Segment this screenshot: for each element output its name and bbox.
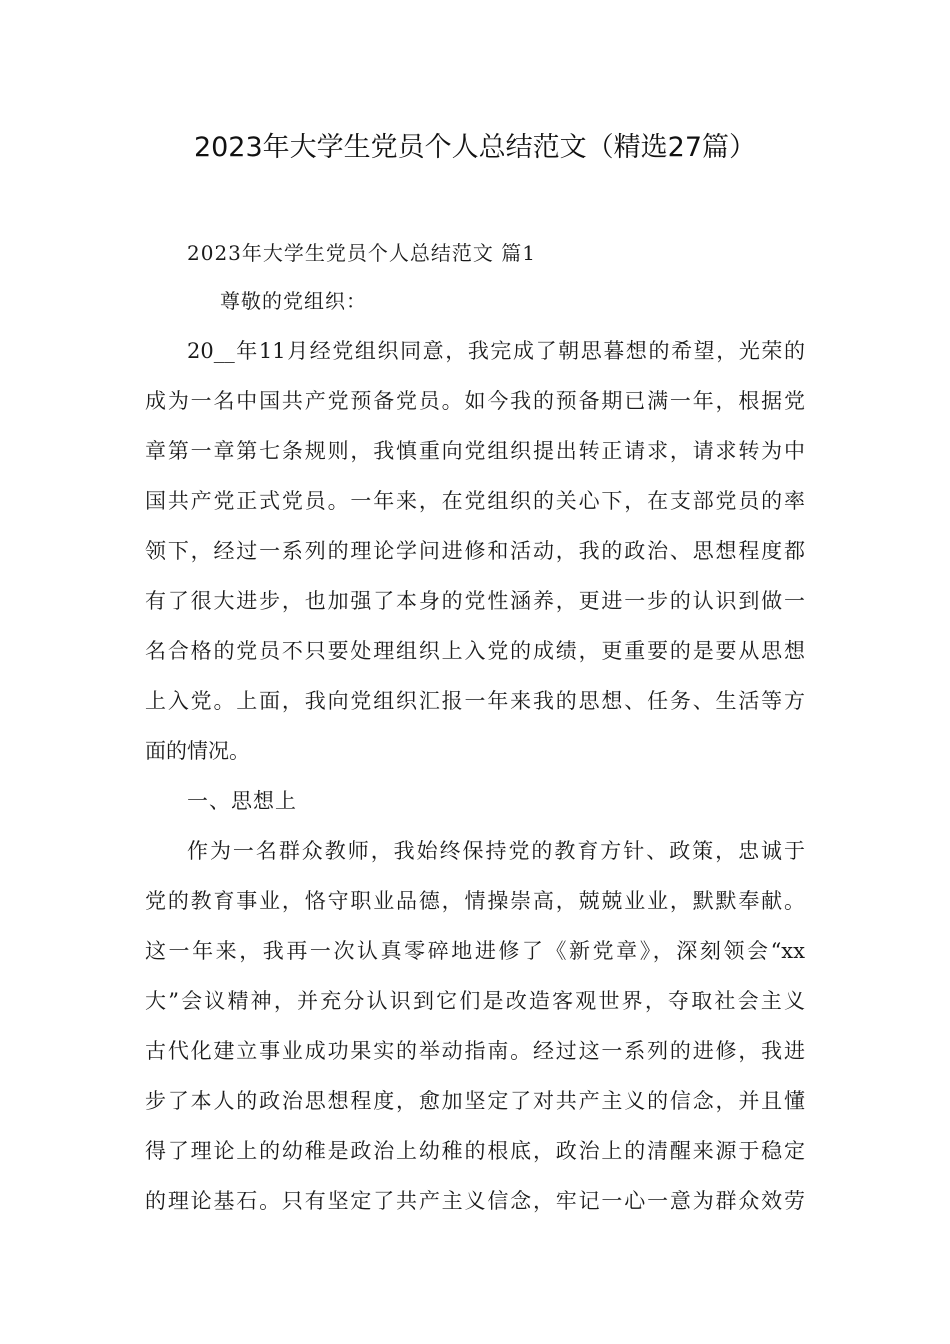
paragraph1-line: 国共产党正式党员。一年来，在党组织的关心下，在支部党员的率 — [145, 489, 805, 513]
paragraph1-line: 成为一名中国共产党预备党员。如今我的预备期已满一年，根据党 — [145, 389, 805, 413]
paragraph1-line: 名合格的党员不只要处理组织上入党的成绩，更重要的是要从思想 — [145, 639, 805, 663]
paragraph2-line: 古代化建立事业成功果实的举动指南。经过这一系列的进修，我进 — [145, 1039, 805, 1063]
paragraph2-line: 作为一名群众教师，我始终保持党的教育方针、政策，忠诚于 — [187, 839, 805, 863]
document-title: 2023年大学生党员个人总结范文（精选27篇） — [193, 132, 757, 163]
paragraph2-line: 这一年来，我再一次认真零碎地进修了《新党章》，深刻领会“xx — [145, 939, 805, 963]
section-heading: 2023年大学生党员个人总结范文 篇1 — [187, 241, 536, 265]
paragraph2-line: 大”会议精神，并充分认识到它们是改造客观世界，夺取社会主义 — [145, 989, 805, 1013]
paragraph2-line: 得了理论上的幼稚是政治上幼稚的根底，政治上的清醒来源于稳定 — [145, 1139, 805, 1163]
paragraph1-line: 有了很大进步，也加强了本身的党性涵养，更进一步的认识到做一 — [145, 589, 805, 613]
paragraph2-line: 步了本人的政治思想程度，愈加坚定了对共产主义的信念，并且懂 — [145, 1089, 805, 1113]
heading-thought: 一、思想上 — [187, 789, 297, 813]
paragraph2-line: 党的教育事业，恪守职业品德，情操崇高，兢兢业业，默默奉献。 — [145, 889, 805, 913]
paragraph1-line: 20__年11月经党组织同意，我完成了朝思暮想的希望，光荣的 — [187, 339, 805, 363]
paragraph1-line: 面的情况。 — [145, 739, 250, 763]
paragraph1-line: 上入党。上面，我向党组织汇报一年来我的思想、任务、生活等方 — [145, 689, 805, 713]
paragraph2-line: 的理论基石。只有坚定了共产主义信念，牢记一心一意为群众效劳 — [145, 1189, 805, 1213]
paragraph1-line: 章第一章第七条规则，我慎重向党组织提出转正请求，请求转为中 — [145, 439, 805, 463]
salutation: 尊敬的党组织： — [220, 289, 367, 313]
paragraph1-line: 领下，经过一系列的理论学问进修和活动，我的政治、思想程度都 — [145, 539, 805, 563]
